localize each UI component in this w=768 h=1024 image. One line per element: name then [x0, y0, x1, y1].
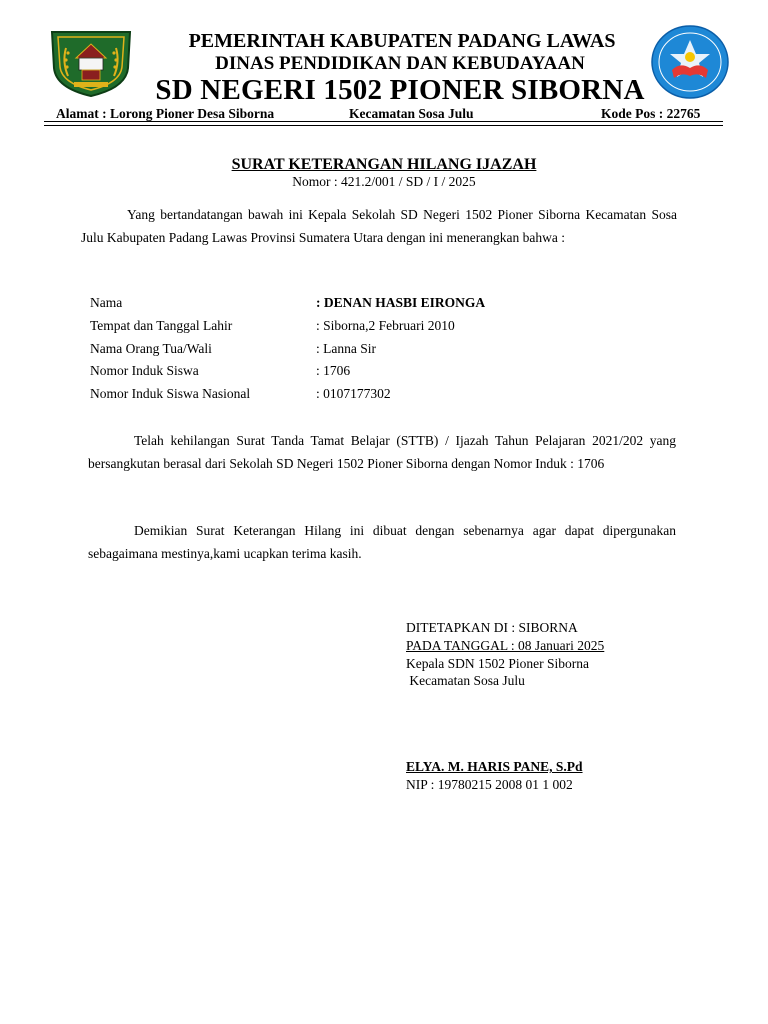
field-row-parent — [90, 338, 485, 361]
school-address: Alamat : Lorong Pioner Desa Siborna — [56, 106, 275, 121]
letterhead-divider-thin — [44, 125, 723, 126]
signature-district: Kecamatan Sosa Julu — [406, 673, 525, 689]
field-label: Nomor Induk Siswa — [90, 363, 199, 379]
signature-block — [406, 619, 604, 690]
field-value: : Siborna,2 Februari 2010 — [316, 317, 455, 333]
letterhead-divider — [44, 121, 723, 122]
intro-paragraph: Yang bertandatangan bawah ini Kepala Sekolah SD Negeri 1502 Pioner Siborna Kecamatan Sosa Julu Kabupaten Padang Lawas Provinsi Sumatera Utara dengan ini menerangkan bahwa : — [81, 207, 677, 245]
letterhead-government: PEMERINTAH KABUPATEN PADANG LAWAS — [188, 30, 616, 52]
field-value: : DENAN HASBI EIRONGA — [316, 295, 486, 310]
signature-place: DITETAPKAN DI : SIBORNA — [406, 620, 578, 635]
field-row-nis — [90, 360, 485, 383]
field-value: : 0107177302 — [316, 386, 391, 402]
field-row-nisn — [90, 383, 485, 406]
document-number: Nomor : 421.2/001 / SD / I / 2025 — [292, 174, 476, 189]
student-details — [90, 292, 485, 406]
field-label: Tempat dan Tanggal Lahir — [90, 317, 233, 333]
postal-code: Kode Pos : 22765 — [601, 106, 701, 121]
field-row-name — [90, 292, 485, 315]
school-district: Kecamatan Sosa Julu — [349, 106, 474, 121]
field-value: : 1706 — [316, 363, 351, 379]
field-label: Nama Orang Tua/Wali — [90, 340, 212, 356]
signer-block — [406, 758, 583, 794]
signer-nip: NIP : 19780215 2008 01 1 002 — [406, 776, 573, 792]
field-label: Nama — [90, 295, 123, 310]
signature-position: Kepala SDN 1502 Pioner Siborna — [406, 655, 589, 671]
letterhead-department: DINAS PENDIDIKAN DAN KEBUDAYAAN — [215, 53, 585, 74]
statement-paragraph: Telah kehilangan Surat Tanda Tamat Belajar (STTB) / Ijazah Tahun Pelajaran 2021/202 yang bersangkutan berasal dari Sekolah SD Negeri 1502 Pioner Siborna dengan Nomor Induk : 1706 — [88, 433, 676, 471]
field-value: : Lanna Sir — [316, 340, 376, 356]
signature-date: PADA TANGGAL : 08 Januari 2025 — [406, 637, 605, 653]
document-title: SURAT KETERANGAN HILANG IJAZAH — [231, 156, 537, 173]
field-label: Nomor Induk Siswa Nasional — [90, 386, 251, 402]
closing-paragraph: Demikian Surat Keterangan Hilang ini dibuat dengan sebenarnya agar dapat dipergunakan sebagaimana mestinya,kami ucapkan terima kasih. — [88, 523, 676, 561]
signer-name: ELYA. M. HARIS PANE, S.Pd — [406, 759, 583, 774]
field-row-birth — [90, 315, 485, 338]
letterhead-school: SD NEGERI 1502 PIONER SIBORNA — [155, 74, 645, 106]
